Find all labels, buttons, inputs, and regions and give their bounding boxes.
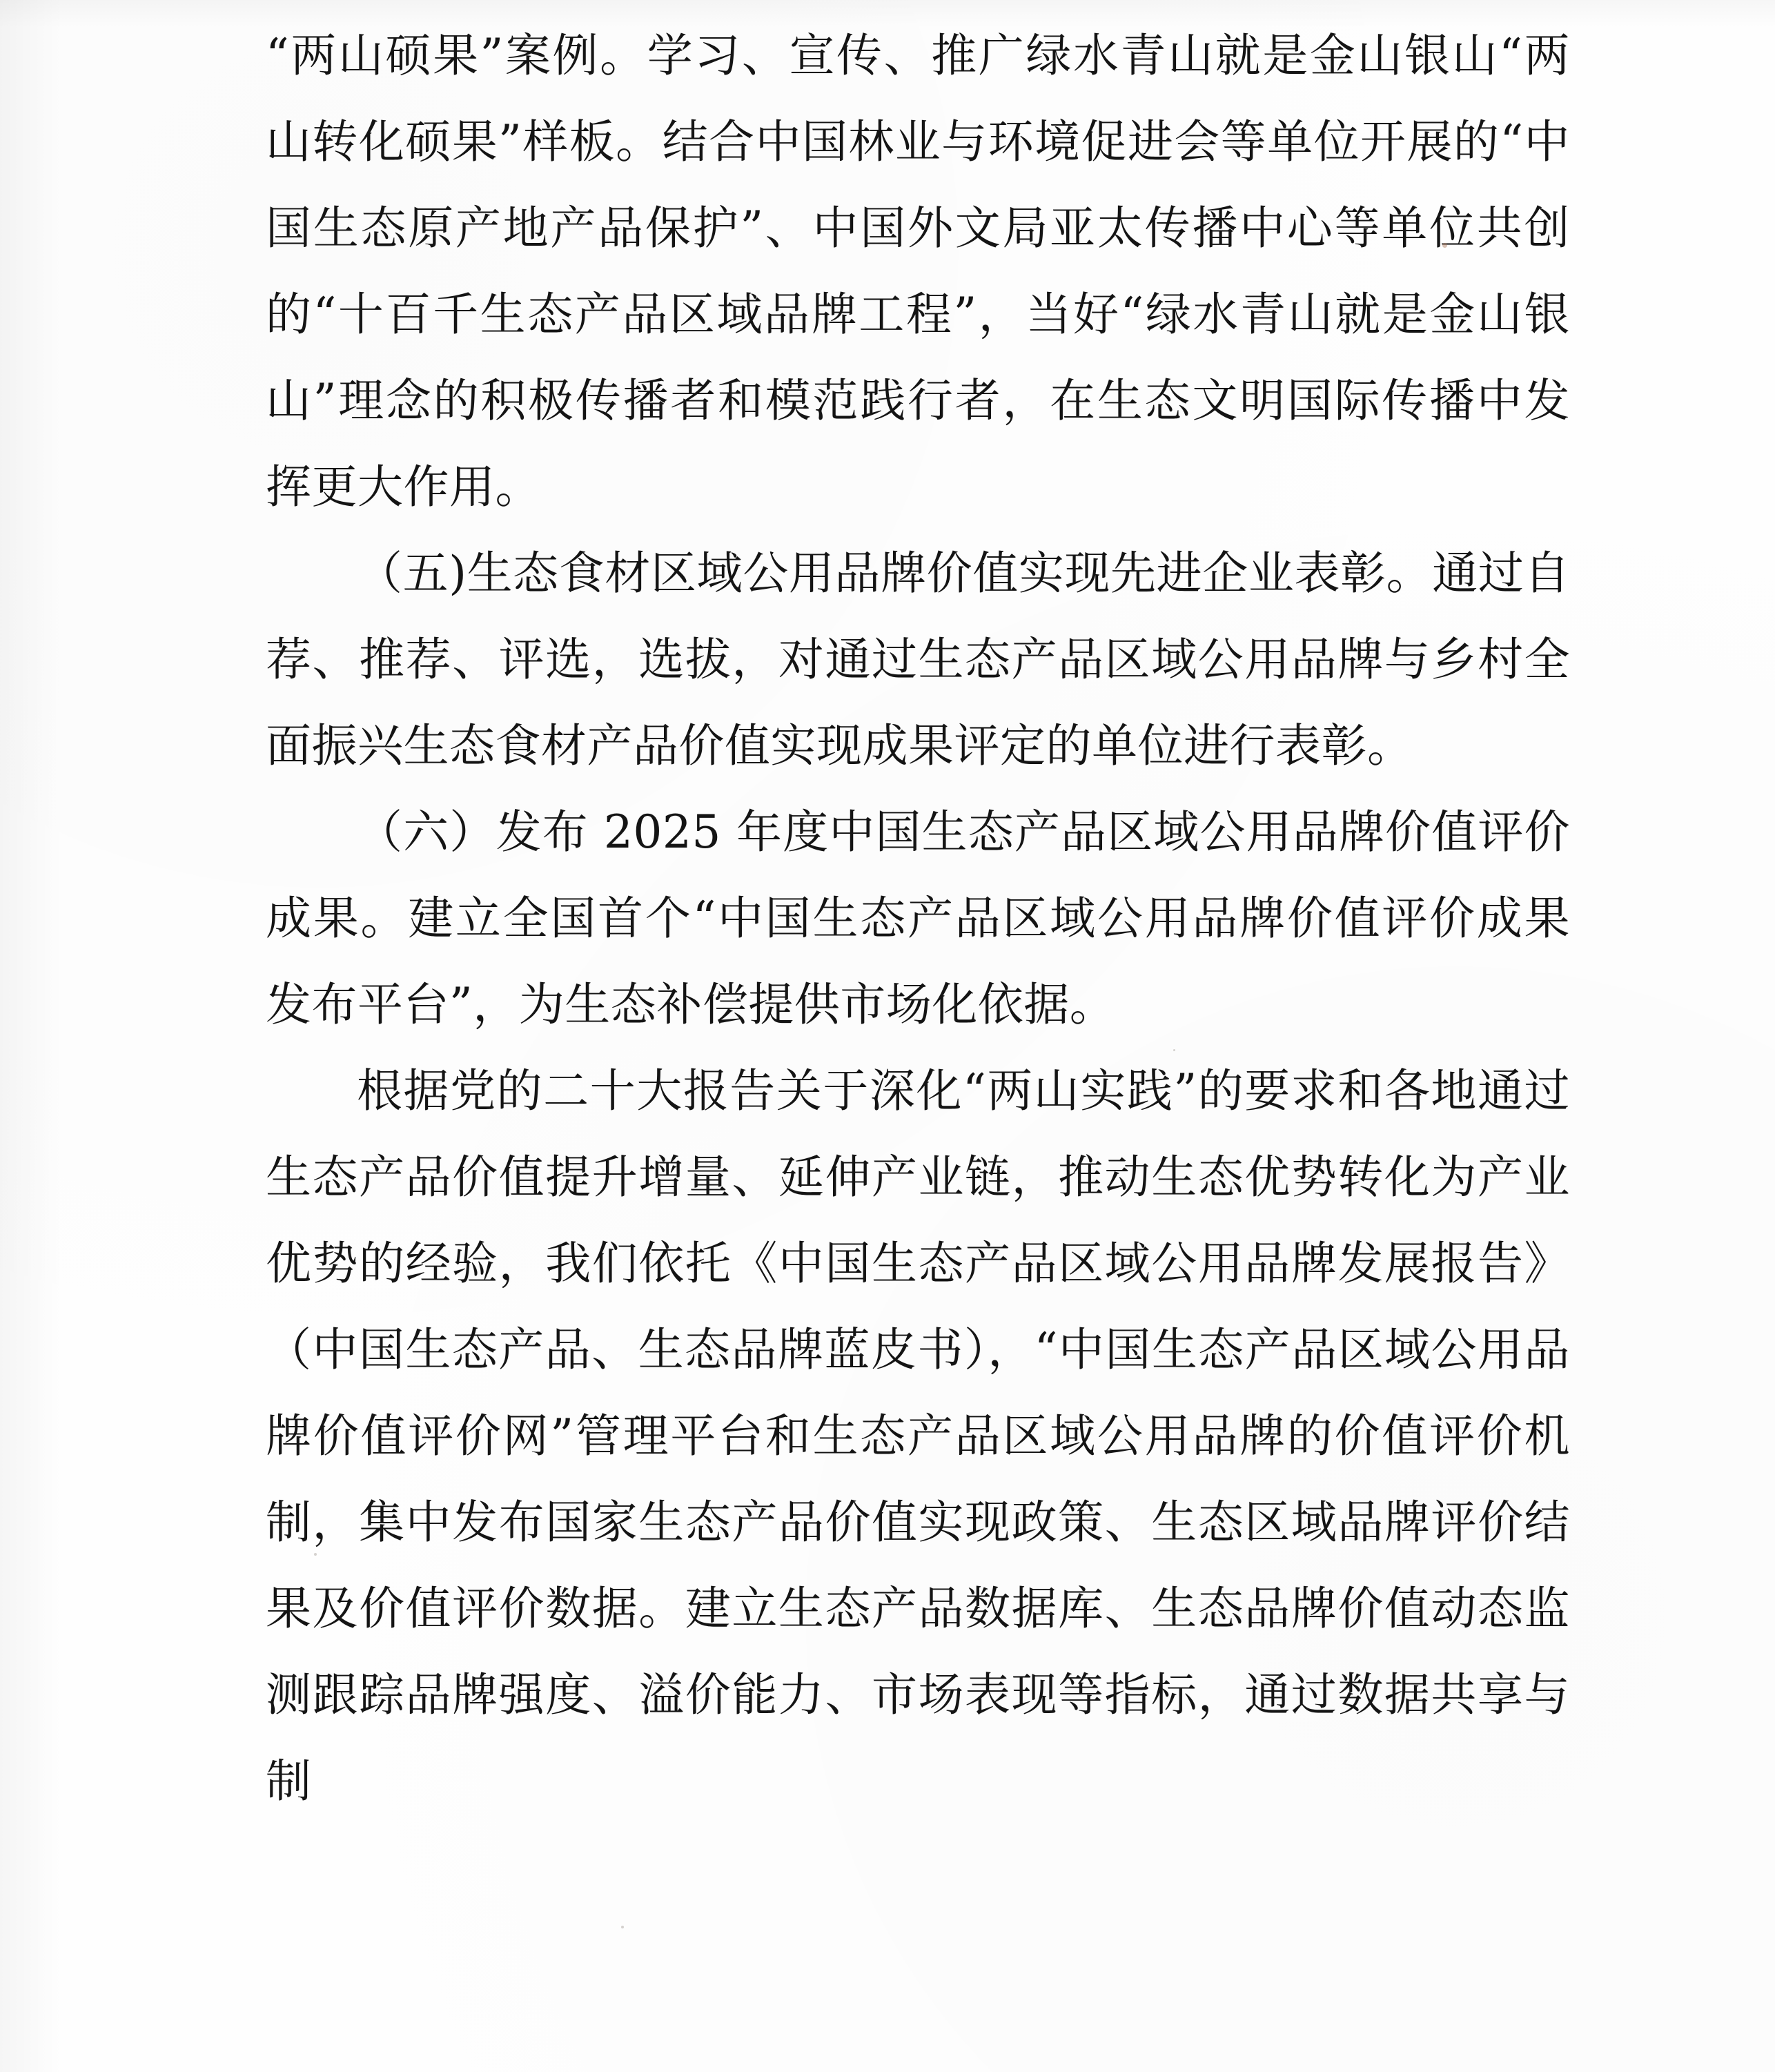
scan-artifact-dot xyxy=(1173,1049,1175,1051)
paragraph-item-six: （六）发布 2025 年度中国生态产品区域公用品牌价值评价成果。建立全国首个“中国生态产品区域公用品牌价值评价成果发布平台”，为生态补偿提供市场化依据。 xyxy=(266,805,1570,1031)
paragraph-basis: 根据党的二十大报告关于深化“两山实践”的要求和各地通过生态产品价值提升增量、延伸产业链，推动生态优势转化为产业优势的经验，我们依托《中国生态产品区域公用品牌发展报告》（中国生态产品、生态品牌蓝皮书），“中国生态产品区域公用品牌价值评价网”管理平台和生态产品区域公用品牌的价值评价机制，集中发布国家生态产品价值实现政策、生态区域品牌评价结果及价值评价数据。建立生态产品数据库、生态品牌价值动态监测跟踪品牌强度、溢价能力、市场表现等指标，通过数据共享与制 xyxy=(266,1064,1570,1808)
scan-artifact-dot xyxy=(314,1553,317,1556)
page-left-shadow xyxy=(0,0,62,2072)
paragraph-item-five: （五)生态食材区域公用品牌价值实现先进企业表彰。通过自荐、推荐、评选，选拔，对通过生态产品区域公用品牌与乡村全面振兴生态食材产品价值实现成果评定的单位进行表彰。 xyxy=(266,547,1570,772)
scan-artifact-dot xyxy=(621,1926,624,1928)
paragraph-continued: “两山硕果”案例。学习、宣传、推广绿水青山就是金山银山“两山转化硕果”样板。结合中国林业与环境促进会等单位开展的“中国生态原产地产品保护”、中国外文局亚太传播中心等单位共创的“十百千生态产品区域品牌工程”，当好“绿水青山就是金山银山”理念的积极传播者和模范践行者，在生态文明国际传播中发挥更大作用。 xyxy=(266,29,1570,514)
document-body xyxy=(266,12,1570,1824)
scan-artifact-dot xyxy=(1442,243,1447,248)
